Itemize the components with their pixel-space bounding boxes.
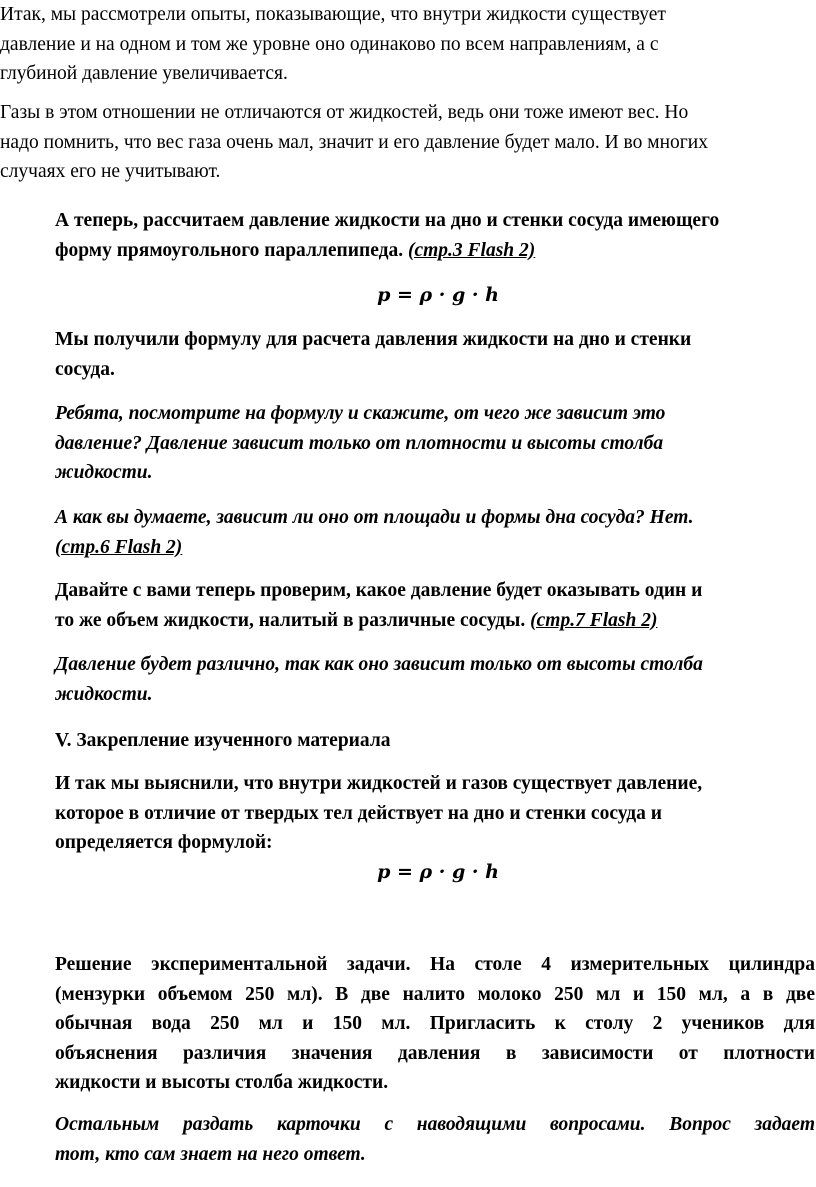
text-run: которое в отличие от твердых тел действует на дно и стенки сосуда и: [55, 802, 662, 824]
text-run: Остальным раздать карточки с наводящими вопросами. Вопрос задает: [55, 1114, 815, 1135]
text-run: И так мы выяснили, что внутри жидкостей и газов существует давление,: [55, 773, 703, 794]
task-paragraph: [55, 950, 815, 1098]
text-line: [55, 503, 694, 533]
text-line: [55, 828, 702, 858]
text-run: определяется формулой:: [55, 832, 273, 853]
text-line: [0, 30, 666, 60]
text-line: [55, 606, 702, 636]
reference-link: (стр.6 Flash 2): [55, 536, 183, 558]
text-run: форму прямоугольного параллепипеда.: [55, 239, 408, 261]
text-run: жидкости.: [55, 683, 153, 705]
text-run: обычная вода 250 мл и 150 мл. Пригласить к столу 2 учеников для: [55, 1013, 815, 1034]
section-heading: [55, 726, 391, 756]
text-line: [55, 1140, 815, 1170]
text-run: давление? Давление зависит только от плотности и высоты столба: [55, 432, 664, 454]
text-line: [55, 458, 665, 488]
text-line: [55, 1009, 815, 1039]
text-run: надо помнить, что вес газа очень мал, значит и его давление будет мало. И во многих: [0, 131, 708, 153]
text-line: [0, 157, 708, 187]
answer-paragraph: [55, 650, 703, 709]
text-run: то же объем жидкости, налитый в различные сосуды.: [55, 609, 531, 631]
text-run: глубиной давление увеличивается.: [0, 63, 288, 84]
text-line: [55, 1068, 815, 1098]
text-run: Ребята, посмотрите на формулу и скажите, от чего же зависит это: [55, 403, 666, 424]
intro-paragraph: [0, 0, 666, 89]
pressure-formula: p = ρ · g · h: [377, 284, 499, 306]
reference-link: (стр.7 Flash 2): [530, 609, 658, 631]
text-line: [55, 1110, 815, 1140]
text-line: [55, 726, 391, 756]
text-run: Мы получили формулу для расчета давления жидкости на дно и стенки: [55, 329, 692, 350]
text-run: А теперь, рассчитаем давление жидкости на дно и стенки сосуда имеющего: [55, 210, 720, 231]
summary-paragraph: [55, 769, 702, 858]
text-line: [55, 769, 702, 799]
text-run: давление и на одном и том же уровне оно одинаково по всем направлениям, а с: [0, 33, 659, 55]
text-run: сосуда.: [55, 358, 115, 380]
text-line: [55, 799, 702, 829]
text-line: [55, 650, 703, 680]
area-question-paragraph: [55, 503, 694, 562]
text-line: [55, 1039, 815, 1069]
text-line: [55, 429, 665, 459]
text-run: Давление будет различно, так как оно зависит только от высоты столба: [55, 654, 703, 675]
text-run: тот, кто сам знает на него ответ.: [55, 1143, 366, 1165]
text-run: объяснения различия значения давления в зависимости от плотности: [55, 1042, 815, 1064]
text-line: [55, 576, 702, 606]
text-run: Давайте с вами теперь проверим, какое давление будет оказывать один и: [55, 580, 703, 601]
text-run: Итак, мы рассмотрели опыты, показывающие, что внутри жидкости существует: [0, 4, 666, 25]
check-paragraph: [55, 576, 702, 635]
text-line: [55, 236, 719, 266]
text-line: [0, 98, 708, 128]
question-paragraph: [55, 399, 665, 488]
gases-paragraph: [0, 98, 708, 187]
text-line: [55, 355, 691, 385]
reference-link: (стр.3 Flash 2): [407, 239, 536, 261]
text-line: [0, 128, 708, 158]
text-line: [55, 206, 719, 236]
text-line: [55, 399, 665, 429]
text-run: Решение экспериментальной задачи. На столе 4 измерительных цилиндра: [55, 954, 815, 975]
text-line: [55, 980, 815, 1010]
text-run: жидкости.: [55, 462, 153, 483]
calc-paragraph: [55, 206, 719, 265]
text-run: Газы в этом отношении не отличаются от жидкостей, ведь они тоже имеют вес. Но: [0, 102, 689, 123]
cards-paragraph: [55, 1110, 815, 1169]
text-line: [55, 533, 694, 563]
text-run: А как вы думаете, зависит ли оно от площади и формы дна сосуда? Нет.: [55, 507, 694, 528]
text-run: случаях его не учитывают.: [0, 161, 221, 182]
text-line: [0, 0, 666, 30]
text-line: [0, 59, 666, 89]
text-run: (мензурки объемом 250 мл). В две налито молоко 250 мл и 150 мл, а в две: [55, 983, 815, 1005]
text-line: [55, 950, 815, 980]
formula-result-paragraph: [55, 325, 691, 384]
text-run: V. Закрепление изученного материала: [55, 730, 391, 751]
pressure-formula: p = ρ · g · h: [377, 861, 499, 883]
text-line: [55, 325, 691, 355]
text-run: жидкости и высоты столба жидкости.: [55, 1072, 389, 1093]
text-line: [55, 680, 703, 710]
